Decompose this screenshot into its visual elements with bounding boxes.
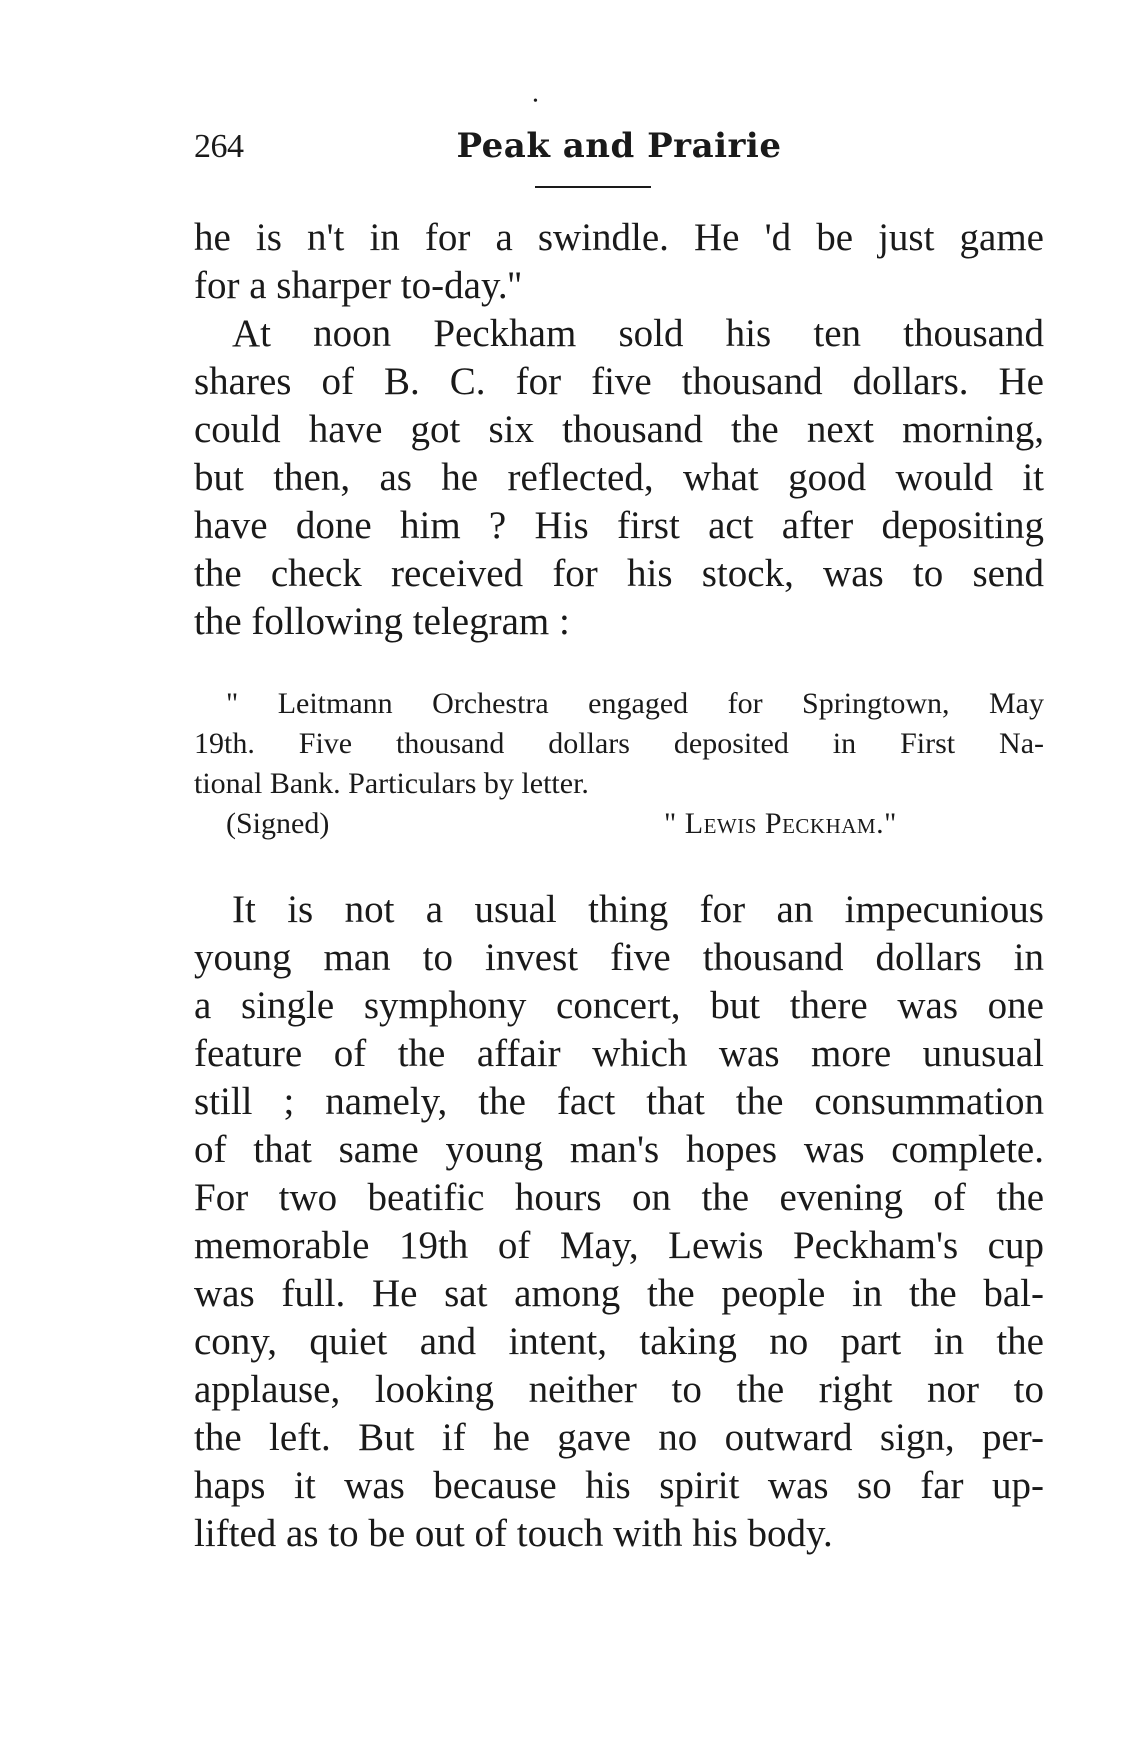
text-line: At noon Peckham sold his ten thousand — [232, 312, 1044, 355]
text-line: was full. He sat among the people in the bal- — [194, 1272, 1044, 1315]
page-header — [194, 128, 1044, 178]
text-line: the following telegram : — [194, 600, 570, 643]
text-line: for a sharper to-day.'' — [194, 264, 522, 307]
text-line: cony, quiet and intent, taking no part in the — [194, 1320, 1044, 1363]
text-line: could have got six thousand the next morning, — [194, 408, 1044, 451]
text-line: he is n't in for a swindle. He 'd be just game — [194, 216, 1044, 259]
text-line: It is not a usual thing for an impecunious — [232, 888, 1044, 931]
text-line: but then, as he reflected, what good would it — [194, 456, 1044, 499]
telegram-line: " Leitmann Orchestra engaged for Springtown, May — [226, 687, 1044, 720]
print-speck: • — [533, 94, 538, 109]
text-line: memorable 19th of May, Lewis Peckham's cup — [194, 1224, 1044, 1267]
text-line: young man to invest five thousand dollars in — [194, 936, 1044, 979]
text-line: For two beatific hours on the evening of the — [194, 1176, 1044, 1219]
page-number: 264 — [194, 128, 244, 165]
telegram-signature: " Lewis Peckham." — [664, 807, 897, 840]
text-line: applause, looking neither to the right nor to — [194, 1368, 1044, 1411]
header-rule — [535, 186, 651, 188]
signed-label: (Signed) — [226, 807, 330, 840]
telegram-signature-row — [226, 804, 1044, 844]
telegram-line: 19th. Five thousand dollars deposited in First Na- — [194, 727, 1044, 760]
text-line: shares of B. C. for five thousand dollars. He — [194, 360, 1044, 403]
text-line: the check received for his stock, was to send — [194, 552, 1044, 595]
text-line: haps it was because his spirit was so far up- — [194, 1464, 1044, 1507]
text-line: lifted as to be out of touch with his body. — [194, 1512, 833, 1555]
text-line: of that same young man's hopes was complete. — [194, 1128, 1044, 1171]
running-title: Peak and Prairie — [456, 126, 782, 166]
text-line: have done him ? His first act after depositing — [194, 504, 1044, 547]
telegram-line: tional Bank. Particulars by letter. — [194, 767, 589, 800]
text-line: the left. But if he gave no outward sign, per- — [194, 1416, 1044, 1459]
text-line: feature of the affair which was more unusual — [194, 1032, 1044, 1075]
text-line: still ; namely, the fact that the consummation — [194, 1080, 1044, 1123]
text-line: a single symphony concert, but there was one — [194, 984, 1044, 1027]
